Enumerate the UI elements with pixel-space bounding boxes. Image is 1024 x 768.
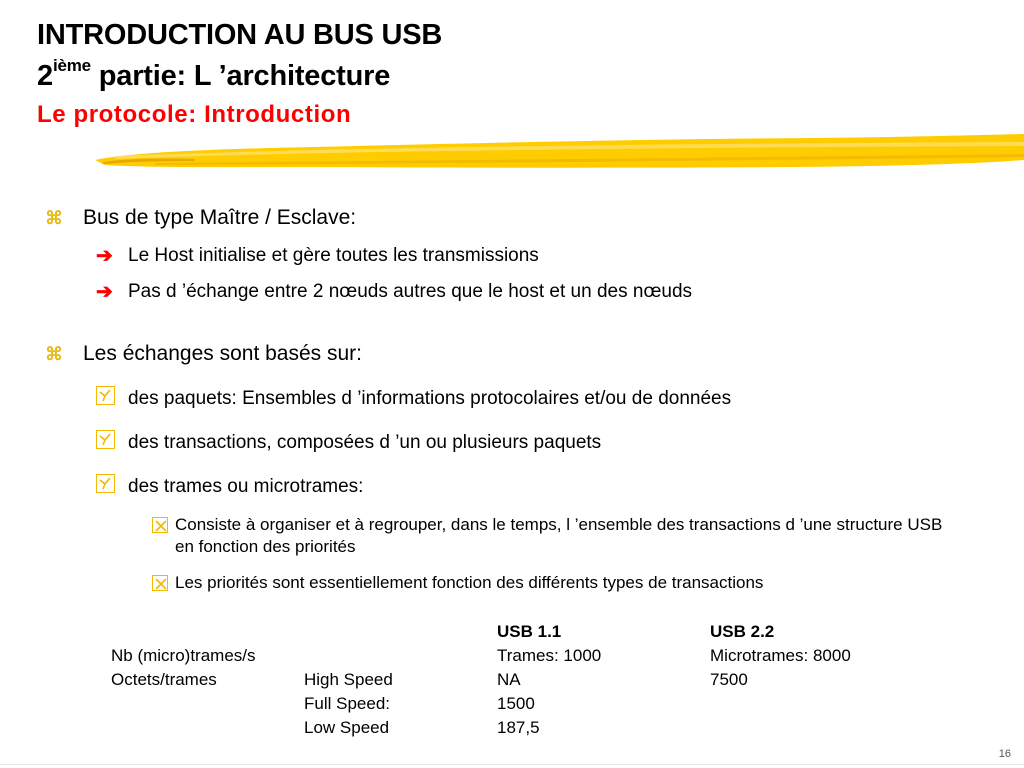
subtitle-number: 2 [37,60,53,92]
usb-frames-table [111,620,890,740]
table-header-cell [304,620,497,644]
sub-bullet-label: des transactions, composées d ’un ou plusieurs paquets [128,431,602,453]
table-header-cell [111,620,304,644]
table-row [111,716,890,740]
table-row [111,668,890,692]
table-cell: Nb (micro)trames/s [111,646,256,665]
slide-subtitle [37,56,391,93]
sub-sub-bullet-priorities [152,572,955,594]
table-cell [304,644,497,668]
sub-bullet-frames [96,474,363,499]
table-cell: Trames: 1000 [497,646,602,665]
sub-sub-bullet-organize [152,514,955,558]
bullet-exchanges [45,342,362,366]
slide-section-title: Le protocole: Introduction [37,101,352,128]
table-header-usb11: USB 1.1 [497,622,562,641]
subtitle-superscript: ième [52,56,91,75]
table-cell: 7500 [710,670,748,689]
sub-bullet-label: Le Host initialise et gère toutes les transmissions [128,244,539,266]
sub-bullet-label: des trames ou microtrames: [128,475,364,497]
table-cell: 187,5 [497,718,540,737]
table-cell: 1500 [497,694,535,713]
sub-sub-bullet-label: Consiste à organiser et à regrouper, dans le temps, l ’ensemble des transactions d ’une structure USB en fonction des priorités [175,515,943,556]
table-cell: NA [497,670,521,689]
table-cell: Full Speed: [304,694,390,713]
table-cell [710,692,890,716]
checkbox-x-icon [152,517,168,539]
sub-bullet-label: des paquets: Ensembles d ’informations protocolaires et/ou de données [128,387,732,409]
sub-bullet-transactions [96,430,601,455]
sub-bullet-packets [96,386,731,411]
table-cell: Low Speed [304,718,390,737]
table-row [111,644,890,668]
checkbox-checked-icon [96,430,128,455]
table-cell: Microtrames: 8000 [710,646,851,665]
checkbox-checked-icon [96,386,128,411]
arrow-right-icon: ➔ [96,245,113,267]
bullet-label: Bus de type Maître / Esclave: [83,206,357,229]
command-key-bullet-icon: ⌘ [45,207,63,228]
sub-bullet-label: Pas d ’échange entre 2 nœuds autres que le host et un des nœuds [128,280,693,302]
table-header-usb22: USB 2.2 [710,622,775,641]
subtitle-text: partie: L ’architecture [90,60,391,92]
checkbox-x-icon [152,575,168,597]
bottom-divider [0,764,1024,765]
sub-bullet-no-exchange [96,279,692,304]
table-cell [111,716,304,740]
sub-bullet-host [96,243,539,268]
page-number: 16 [998,748,1011,760]
table-cell [710,716,890,740]
table-row [111,692,890,716]
table-cell: High Speed [304,670,393,689]
command-key-bullet-icon: ⌘ [45,343,63,364]
bullet-label: Les échanges sont basés sur: [83,342,363,365]
table-cell: Octets/trames [111,670,217,689]
sub-sub-bullet-label: Les priorités sont essentiellement fonction des différents types de transactions [175,573,764,592]
slide-title: INTRODUCTION AU BUS USB [37,19,443,51]
arrow-right-icon: ➔ [96,281,113,303]
brush-stroke-decoration [95,132,1024,176]
checkbox-checked-icon [96,474,128,499]
table-header-row [111,620,890,644]
table-cell [111,692,304,716]
bullet-master-slave [45,206,356,230]
